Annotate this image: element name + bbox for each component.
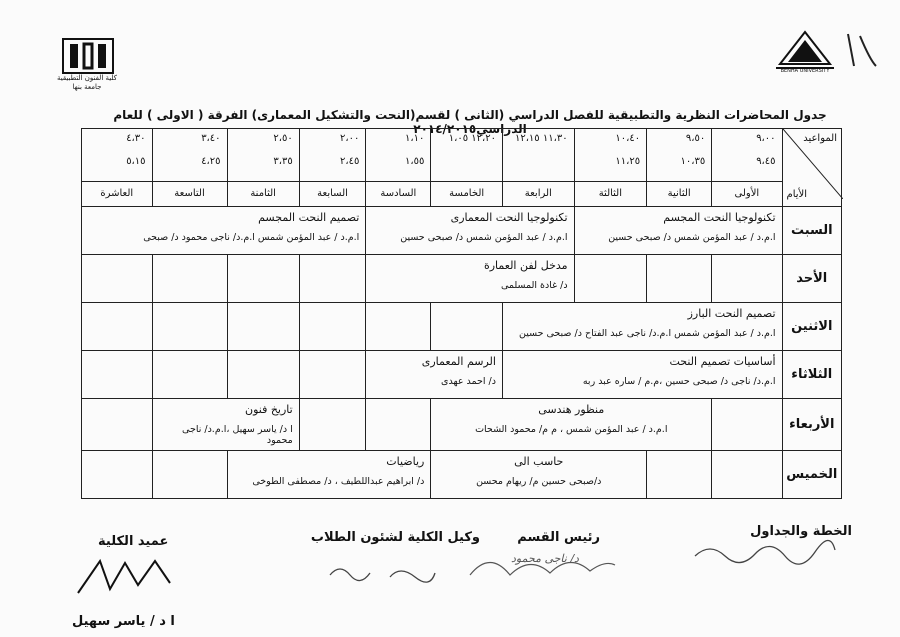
course-name: منظور هندسى: [538, 403, 605, 416]
day-saturday: السبت: [782, 207, 841, 255]
period-label: التاسعة: [152, 182, 227, 207]
university-logo-caption: BENHA UNIVERSITY: [780, 68, 830, 74]
period-label: العاشرة: [82, 182, 153, 207]
day-thursday: الخميس: [782, 451, 841, 499]
course-teachers: ا.م.د/ ناجى د/ صبحى حسين ،م.م / ساره عبد ربه: [582, 376, 776, 387]
empty-cell: [227, 351, 299, 399]
logo-frame: [62, 38, 114, 74]
empty-cell: [366, 399, 431, 451]
empty-cell: [152, 303, 227, 351]
empty-cell: [647, 255, 712, 303]
signature-head-label: رئيس القسم: [517, 530, 600, 545]
empty-cell: [227, 303, 299, 351]
empty-cell: [152, 351, 227, 399]
course-teachers: ا.م.د / عبد المؤمن شمس ا.م.د/ ناجى عبد الفتاح د/ صبحى حسين: [519, 328, 776, 339]
course-teachers: ا د/ ياسر سهيل ،ا.م.د/ ناجى محمود: [182, 424, 293, 446]
course-name: تكنولوجيا النحت المجسم: [663, 211, 776, 224]
course-teachers: د/ احمد عهدى: [441, 376, 496, 387]
empty-cell: [712, 451, 782, 499]
table-row: [82, 399, 842, 451]
time-slot: ٤،٣٠ ٥،١٥: [82, 129, 153, 182]
corner-times-label: المواعيد: [803, 133, 837, 144]
empty-cell: [712, 255, 782, 303]
course-name: تكنولوجيا النحت المعمارى: [450, 211, 568, 224]
empty-cell: [299, 399, 366, 451]
empty-cell: [431, 303, 503, 351]
course-teachers: د/ غادة المسلمى: [500, 280, 568, 291]
handwritten-mark-icon: [840, 30, 880, 70]
time-slot: ١١،٣٠ ١٢،١٥: [502, 129, 574, 182]
course-cell: [366, 255, 574, 303]
period-label: الثانية: [647, 182, 712, 207]
period-label: الثامنة: [227, 182, 299, 207]
table-row: [82, 303, 842, 351]
empty-cell: [82, 255, 153, 303]
course-cell: [227, 451, 431, 499]
period-label: الخامسة: [431, 182, 503, 207]
empty-cell: [574, 255, 647, 303]
time-slot: ١٠،٤٠ ١١،٢٥: [574, 129, 647, 182]
university-logo: [770, 28, 840, 78]
day-wednesday: الأربعاء: [782, 399, 841, 451]
empty-cell: [227, 255, 299, 303]
table-row: [82, 255, 842, 303]
course-name: الرسم المعمارى: [421, 355, 496, 368]
empty-cell: [647, 451, 712, 499]
empty-cell: [299, 351, 366, 399]
faculty-logo-caption: كلية الفنون التطبيقية جامعة بنها: [56, 74, 118, 91]
time-slot: ١٢،٢٠ ١،٠٥: [431, 129, 503, 182]
period-label: الثالثة: [574, 182, 647, 207]
table-row: [82, 451, 842, 499]
empty-cell: [82, 399, 153, 451]
table-row: [82, 351, 842, 399]
course-name: تاريخ فنون: [245, 403, 293, 416]
time-slot: ٩،٠٠ ٩،٤٥: [712, 129, 782, 182]
day-sunday: الأحد: [782, 255, 841, 303]
course-teachers: ا.م.د / عبد المؤمن شمس ا.م.د/ ناجى محمود د/ صبحى: [143, 232, 360, 243]
course-teachers: ا.م.د / عبد المؤمن شمس ، م م/ محمود الشحات: [475, 424, 668, 435]
page-title: جدول المحاضرات النظرية والتطبيقية للفصل الدراسي (الثانى ) لقسم(النحت والتشكيل المعمارى) الفرقة ( الاولى ) للعام الدراسي٢٠١٤/٢٠١٥: [113, 108, 827, 136]
empty-cell: [299, 255, 366, 303]
course-name: تصميم النحت المجسم: [258, 211, 360, 224]
empty-cell: [712, 399, 782, 451]
empty-cell: [299, 303, 366, 351]
empty-cell: [152, 451, 227, 499]
schedule-table: [81, 128, 842, 499]
signature-plan-scribble: [690, 538, 840, 568]
course-name: حاسب الى: [514, 455, 564, 468]
course-cell: [502, 351, 782, 399]
empty-cell: [82, 351, 153, 399]
course-teachers: ا.م.د / عبد المؤمن شمس د/ صبحى حسين: [608, 232, 776, 243]
empty-cell: [366, 303, 431, 351]
table-corner: [782, 129, 841, 207]
course-teachers: ا.م.د / عبد المؤمن شمس د/ صبحى حسين: [400, 232, 568, 243]
corner-days-label: الأيام: [786, 189, 808, 200]
course-cell: [366, 351, 503, 399]
course-cell: [431, 399, 712, 451]
course-cell: [152, 399, 299, 451]
course-name: رياضيات: [386, 455, 425, 468]
time-slot: ٢،٥٠ ٣،٣٥: [227, 129, 299, 182]
dean-name: ا د / ياسر سهيل: [72, 614, 175, 629]
course-teachers: د/ ابراهيم عبداللطيف ، د/ مصطفى الطوخى: [252, 476, 425, 487]
day-tuesday: الثلاثاء: [782, 351, 841, 399]
faculty-logo: [52, 38, 122, 96]
day-monday: الاثنين: [782, 303, 841, 351]
course-cell: [431, 451, 647, 499]
empty-cell: [152, 255, 227, 303]
table-row: [82, 207, 842, 255]
period-label: السابعة: [299, 182, 366, 207]
time-slot: ٢،٠٠ ٢،٤٥: [299, 129, 366, 182]
signature-vice-scribble: [320, 555, 440, 585]
signature-dean-scribble: [70, 555, 180, 600]
period-label: السادسة: [366, 182, 431, 207]
period-label: الأولى: [712, 182, 782, 207]
course-name: مدخل لفن العمارة: [483, 259, 568, 272]
signature-vice-label: وكيل الكلية لشئون الطلاب: [310, 530, 480, 545]
course-name: تصميم النحت البارز: [687, 307, 776, 320]
empty-cell: [82, 451, 153, 499]
time-slot: ٩،٥٠ ١٠،٣٥: [647, 129, 712, 182]
signature-head-scribble: [460, 545, 620, 585]
course-name: أساسيات تصميم النحت: [669, 355, 776, 368]
signature-plan-label: الخطة والجداول: [750, 524, 852, 539]
time-slot: ١،١٠ ١،٥٥: [366, 129, 431, 182]
period-label: الرابعة: [502, 182, 574, 207]
course-cell: [82, 207, 366, 255]
time-slot: ٣،٤٠ ٤،٢٥: [152, 129, 227, 182]
course-cell: [366, 207, 574, 255]
signature-dean-label: عميد الكلية: [98, 534, 169, 549]
course-teachers: د/صبحى حسين م/ ريهام محسن: [476, 476, 602, 487]
faculty-logo-icon: [64, 40, 112, 72]
course-cell: [574, 207, 782, 255]
signature-head-name: د/ ناجى محمود: [511, 552, 579, 565]
course-cell: [502, 303, 782, 351]
empty-cell: [82, 303, 153, 351]
